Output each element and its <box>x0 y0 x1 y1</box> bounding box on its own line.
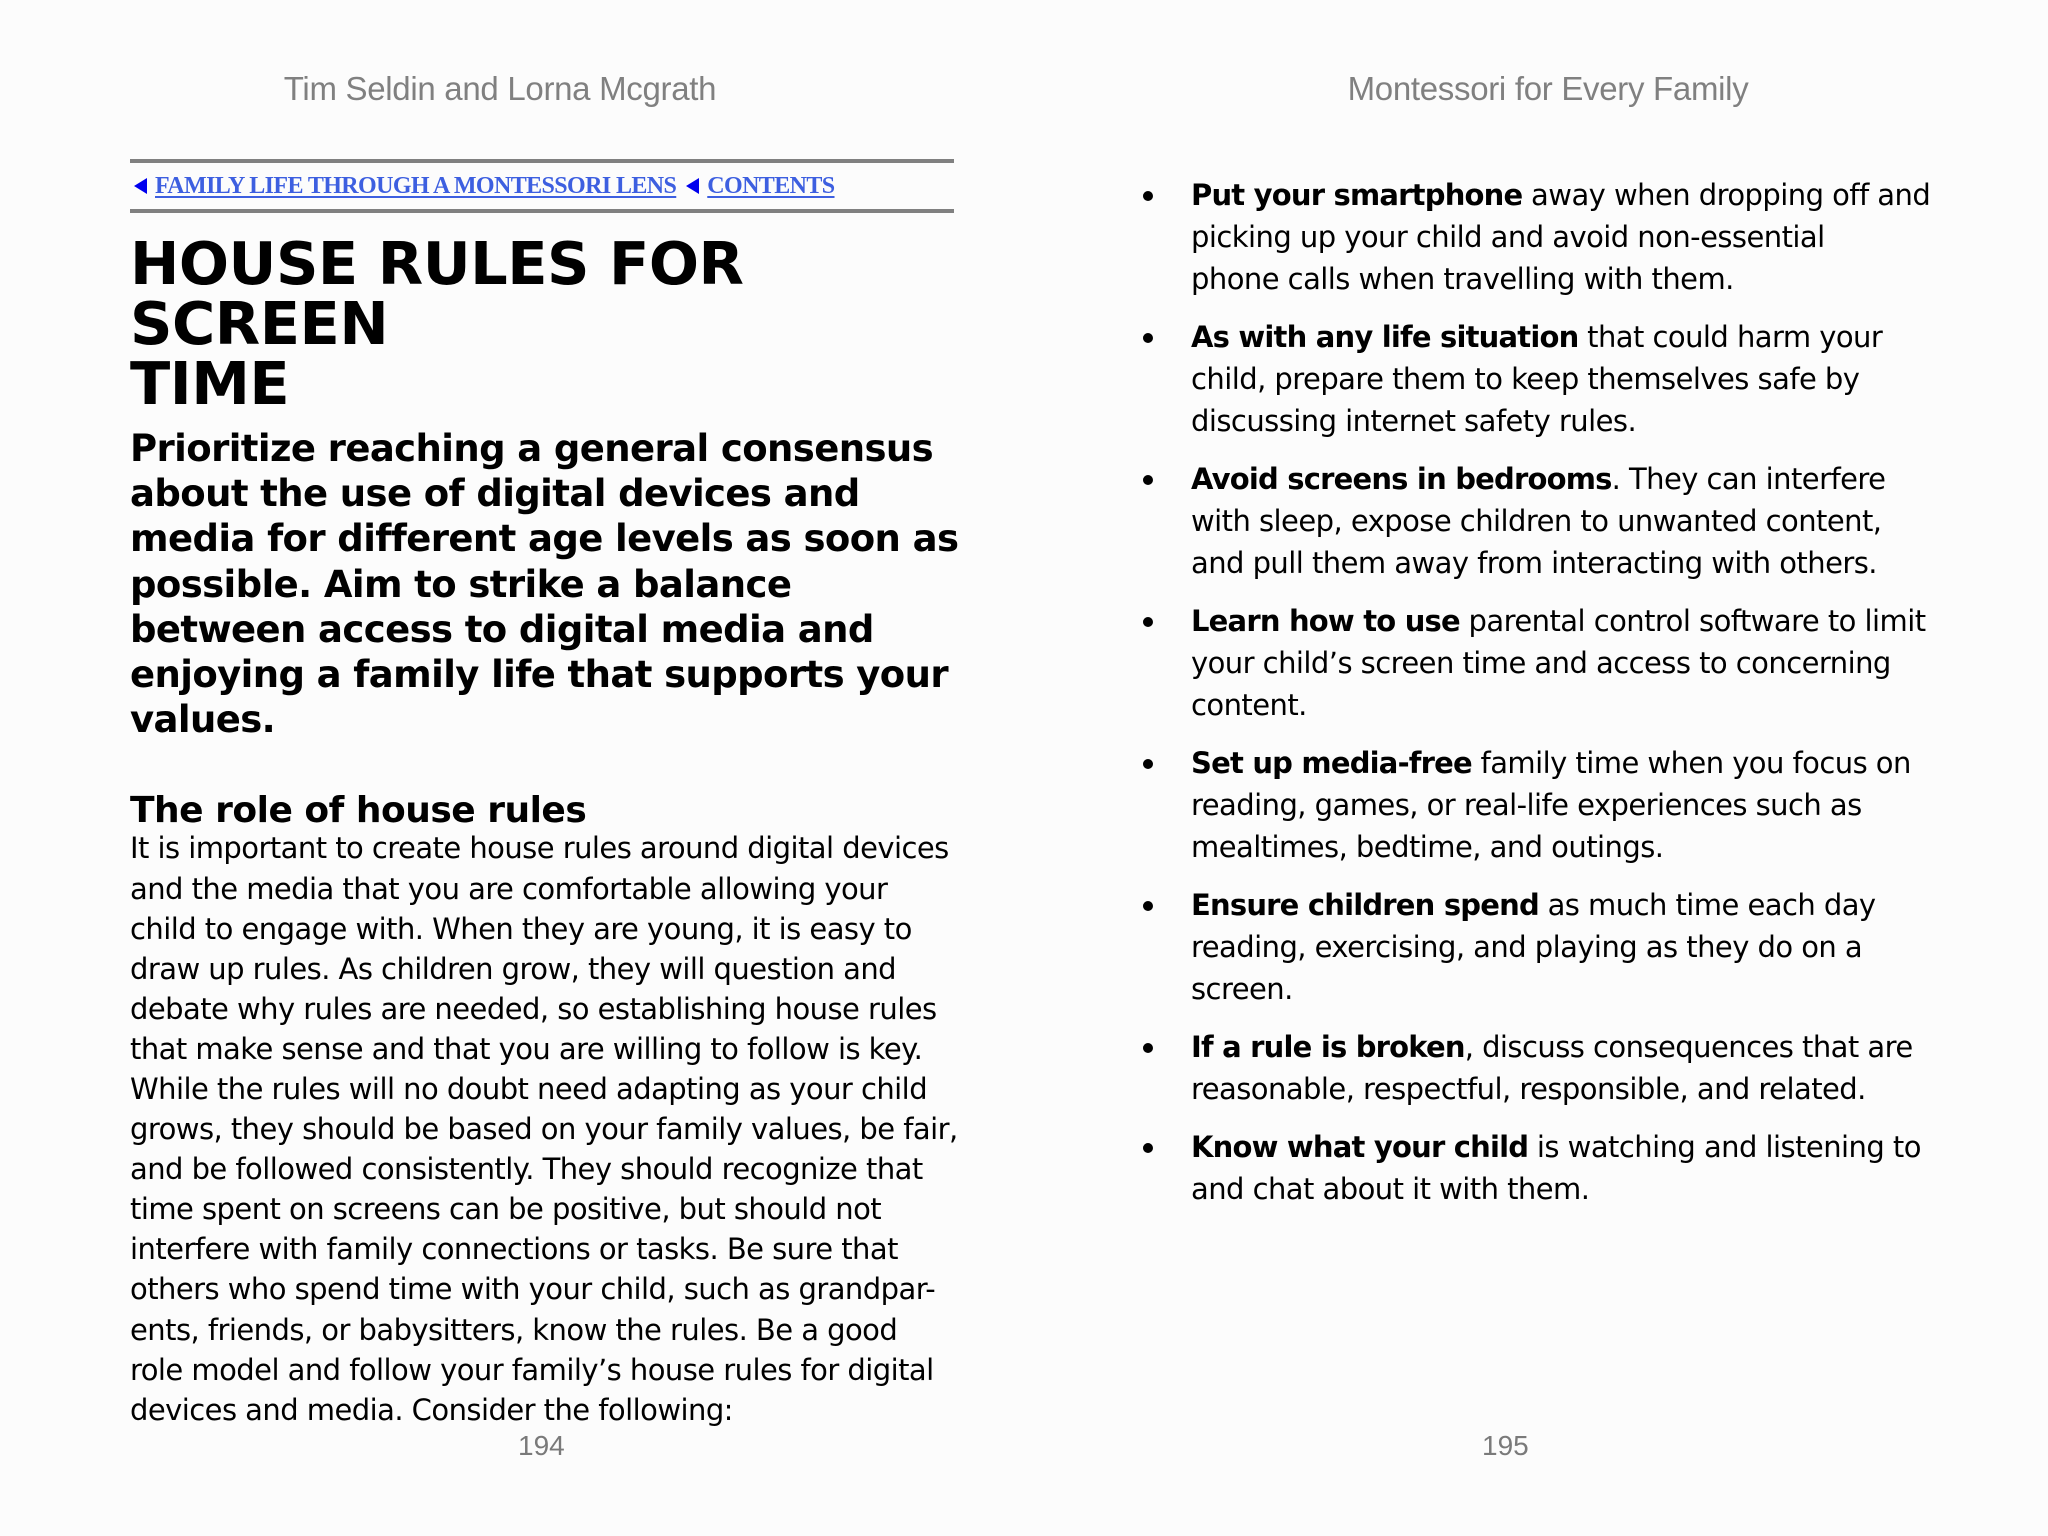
rule-text: and chat about it with them. <box>1191 1172 1590 1206</box>
rule-text: phone calls when travelling with them. <box>1191 262 1734 296</box>
page-number-left: 194 <box>518 1430 565 1461</box>
body-paragraph <box>130 828 960 1429</box>
body-line: role model and follow your family’s house rules for digital <box>130 1352 934 1387</box>
rule-text: away when dropping off and <box>1522 178 1931 212</box>
list-item <box>1124 1026 1924 1110</box>
bullet-icon <box>1143 901 1153 911</box>
list-item <box>1124 884 1924 1010</box>
rule-lead: Learn how to use <box>1191 604 1460 638</box>
rule-lead: Avoid screens in bedrooms <box>1191 462 1612 496</box>
running-head-author: Tim Seldin and Lorna Mcgrath <box>283 70 717 107</box>
page-number-right: 195 <box>1482 1430 1529 1461</box>
rule-text: as much time each day <box>1538 888 1876 922</box>
rule-text: content. <box>1191 688 1307 722</box>
body-line: ents, friends, or babysitters, know the rules. Be a good <box>130 1312 898 1347</box>
bullet-icon <box>1143 759 1153 769</box>
body-line: interfere with family connections or tasks. Be sure that <box>130 1232 898 1267</box>
list-item <box>1124 742 1924 868</box>
page-title <box>130 229 960 418</box>
rule-lead: As with any life situation <box>1191 320 1579 354</box>
chapter-link[interactable]: FAMILY LIFE THROUGH A MONTESSORI LENS <box>155 172 677 199</box>
bullet-icon <box>1143 333 1153 343</box>
back-triangle-icon[interactable] <box>686 178 699 194</box>
breadcrumb-nav <box>130 159 954 213</box>
bullet-icon <box>1143 191 1153 201</box>
rule-text: parental control software to limit <box>1459 604 1926 638</box>
rule-text: reasonable, respectful, responsible, and related. <box>1191 1072 1866 1106</box>
body-line: that make sense and that you are willing to follow is key. <box>130 1031 923 1066</box>
list-item <box>1124 1126 1924 1210</box>
rule-text: picking up your child and avoid non-essential <box>1191 220 1825 254</box>
rule-text: child, prepare them to keep themselves safe by <box>1191 362 1860 396</box>
rule-lead: If a rule is broken <box>1191 1030 1465 1064</box>
bullet-icon <box>1143 475 1153 485</box>
rule-text: your child’s screen time and access to concerning <box>1191 646 1891 680</box>
bullet-icon <box>1143 617 1153 627</box>
rule-text: is watching and listening to <box>1528 1130 1921 1164</box>
list-item <box>1124 316 1924 442</box>
rule-text: screen. <box>1191 972 1293 1006</box>
body-line: debate why rules are needed, so establishing house rules <box>130 991 937 1026</box>
body-line: others who spend time with your child, such as grandpar- <box>130 1272 936 1307</box>
body-line: and the media that you are comfortable allowing your <box>130 871 888 906</box>
body-line: child to engage with. When they are young, it is easy to <box>130 911 912 946</box>
rule-text: and pull them away from interacting with others. <box>1191 546 1877 580</box>
rule-text: discussing internet safety rules. <box>1191 404 1637 438</box>
rule-text: reading, games, or real-life experiences such as <box>1191 788 1862 822</box>
left-content <box>130 229 970 1430</box>
section-heading: The role of house rules <box>130 790 587 832</box>
rule-lead: Know what your child <box>1191 1130 1529 1164</box>
body-line: draw up rules. As children grow, they will question and <box>130 951 897 986</box>
rule-lead: Set up media-free <box>1191 746 1472 780</box>
rule-text: . They can interfere <box>1611 462 1886 496</box>
house-rules-list <box>1124 174 1931 1226</box>
body-line: devices and media. Consider the following: <box>130 1392 733 1427</box>
rule-text: with sleep, expose children to unwanted content, <box>1191 504 1882 538</box>
lede-paragraph: Prioritize reaching a general consensus about the use of digital devices and media for different age levels as soon as possible. Aim to strike a balance between access to digital media and enjoying a family life that supports your values. <box>130 427 959 742</box>
running-head-book-title: Montessori for Every Family <box>1347 70 1749 107</box>
back-triangle-icon[interactable] <box>134 178 147 194</box>
body-line: grows, they should be based on your family values, be fair, <box>130 1112 958 1147</box>
bullet-icon <box>1143 1043 1153 1053</box>
list-item <box>1124 600 1924 726</box>
rule-text: family time when you focus on <box>1471 746 1911 780</box>
body-line: It is important to create house rules around digital devices <box>130 831 949 866</box>
list-item <box>1124 458 1924 584</box>
rule-lead: Put your smartphone <box>1191 178 1523 212</box>
body-line: and be followed consistently. They should recognize that <box>130 1152 923 1187</box>
bullet-icon <box>1143 1143 1153 1153</box>
rule-lead: Ensure children spend <box>1191 888 1539 922</box>
list-item <box>1124 174 1931 300</box>
rule-text: , discuss consequences that are <box>1464 1030 1913 1064</box>
rule-text: reading, exercising, and playing as they do on a <box>1191 930 1863 964</box>
rule-text: that could harm your <box>1578 320 1883 354</box>
title-line: TIME <box>130 349 290 418</box>
rule-text: mealtimes, bedtime, and outings. <box>1191 830 1664 864</box>
body-line: While the rules will no doubt need adapting as your child <box>130 1071 928 1106</box>
title-line: HOUSE RULES FOR SCREEN <box>130 229 744 358</box>
body-line: time spent on screens can be positive, but should not <box>130 1192 882 1227</box>
contents-link[interactable]: CONTENTS <box>707 172 835 199</box>
